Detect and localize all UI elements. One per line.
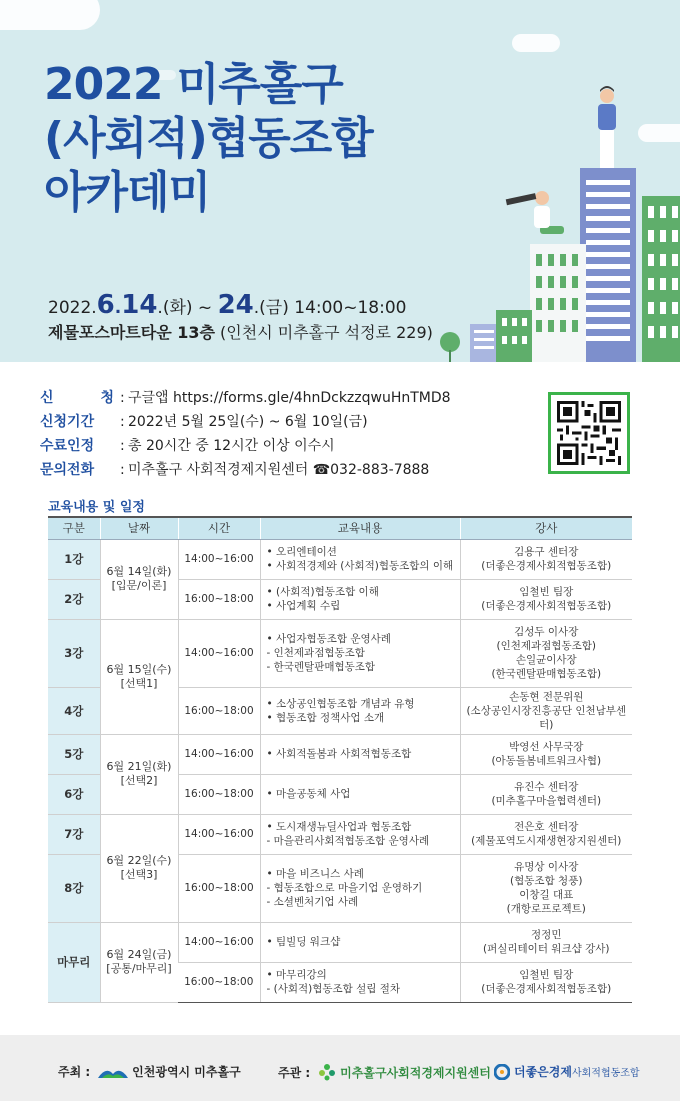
content-cell: • 도시재생뉴딜사업과 협동조합 - 마을관리사회적협동조합 운영사례 — [260, 814, 460, 854]
partner-org-suffix: 사회적협동조합 — [571, 1068, 640, 1079]
table-header-row — [48, 517, 632, 539]
time-cell: 16:00~18:00 — [178, 962, 260, 1002]
table-row — [48, 619, 632, 687]
col-header-date: 날짜 — [100, 517, 178, 539]
instructor-cell: 전은호 센터장 (제물포역도시재생현장지원센터) — [460, 814, 632, 854]
content-cell: • 소상공인협동조합 개념과 유형 • 협동조합 정책사업 소개 — [260, 687, 460, 734]
hero-banner — [0, 0, 680, 362]
instructor-cell: 박영선 사무국장 (아동돌봄네트워크사협) — [460, 734, 632, 774]
info-value: 2022년 5월 25일(수) ~ 6월 10일(금) — [128, 414, 368, 430]
footer — [0, 1035, 680, 1101]
date-month: 6 — [96, 290, 115, 320]
host-org: 인천광역시 미추홀구 — [132, 1065, 241, 1079]
lecture-cell: 마무리 — [48, 922, 100, 1002]
footer-organizer — [278, 1063, 491, 1081]
content-cell: • 팀빌딩 워크샵 — [260, 922, 460, 962]
organizer-org: 미추홀구사회적경제지원센터 — [340, 1065, 491, 1080]
col-header-lecture: 구분 — [48, 517, 100, 539]
city-illustration — [430, 80, 680, 362]
instructor-cell: 유진수 센터장 (미추홀구마을협력센터) — [460, 774, 632, 814]
title-line-2: (사회적)협동조합 — [44, 113, 373, 164]
date-cell: 6월 14일(화) [입문/이론] — [100, 539, 178, 619]
footer-partner — [494, 1063, 640, 1080]
content-cell: • (사회적)협동조합 이해 • 사업계획 수립 — [260, 579, 460, 619]
time-cell: 14:00~16:00 — [178, 619, 260, 687]
instructor-cell: 임철빈 팀장 (더좋은경제사회적협동조합) — [460, 962, 632, 1002]
info-row-period: 신청기간 : 2022년 5월 25일(수) ~ 6월 10일(금) — [40, 410, 520, 434]
table-row — [48, 734, 632, 774]
instructor-cell: 김용구 센터장 (더좋은경제사회적협동조합) — [460, 539, 632, 579]
date-cell: 6월 24일(금) [공통/마무리] — [100, 922, 178, 1002]
date-start-dow: .(화) ~ — [157, 298, 218, 318]
lecture-cell: 5강 — [48, 734, 100, 774]
partner-org-name: 더좋은경제 — [514, 1065, 572, 1079]
qr-code-icon — [557, 401, 621, 465]
title-line-3: 아카데미 — [44, 167, 211, 218]
info-label: 문의전화 — [40, 462, 95, 478]
content-cell: • 사업자협동조합 운영사례 - 인천제과점협동조합 - 한국렌탈판매협동조합 — [260, 619, 460, 687]
time-cell: 14:00~16:00 — [178, 734, 260, 774]
table-row — [48, 814, 632, 854]
info-row-contact: 문의전화 : 미추홀구 사회적경제지원센터 ☎032-883-7888 — [40, 458, 520, 482]
content-cell: • 오리엔테이션 • 사회적경제와 (사회적)협동조합의 이해 — [260, 539, 460, 579]
venue-address: (인천시 미추홀구 석정로 229) — [214, 323, 433, 342]
info-value: 총 20시간 중 12시간 이상 이수시 — [128, 438, 335, 454]
lecture-cell: 3강 — [48, 619, 100, 687]
lecture-cell: 2강 — [48, 579, 100, 619]
schedule-table — [48, 516, 632, 1003]
date-start-day: 14 — [121, 290, 158, 320]
content-cell: • 마을공동체 사업 — [260, 774, 460, 814]
date-year: 2022. — [48, 298, 97, 318]
apply-link[interactable]: 구글앱 https://forms.gle/4hnDckzzqwuHnTMD8 — [128, 390, 451, 406]
qr-code[interactable] — [548, 392, 630, 474]
lecture-cell: 7강 — [48, 814, 100, 854]
instructor-cell: 임철빈 팀장 (더좋은경제사회적협동조합) — [460, 579, 632, 619]
date-dot: . — [114, 298, 122, 318]
content-cell: • 마무리강의 - (사회적)협동조합 설립 절차 — [260, 962, 460, 1002]
date-end-day: 24 — [217, 290, 254, 320]
table-row — [48, 922, 632, 962]
time-cell: 14:00~16:00 — [178, 814, 260, 854]
time-cell: 16:00~18:00 — [178, 774, 260, 814]
incheon-logo-icon — [98, 1064, 128, 1080]
info-row-apply: 신 청 : 구글앱 https://forms.gle/4hnDckzzqwuHnTMD8 — [40, 386, 520, 410]
lecture-cell: 1강 — [48, 539, 100, 579]
content-cell: • 사회적돌봄과 사회적협동조합 — [260, 734, 460, 774]
time-cell: 16:00~18:00 — [178, 854, 260, 922]
lecture-cell: 8강 — [48, 854, 100, 922]
lecture-cell: 4강 — [48, 687, 100, 734]
venue-name: 제물포스마트타운 13층 — [48, 323, 215, 342]
info-label: 수료인정 — [40, 438, 95, 454]
date-cell: 6월 22일(수) [선택3] — [100, 814, 178, 922]
info-label: 신청기간 — [40, 414, 95, 430]
info-row-completion: 수료인정 : 총 20시간 중 12시간 이상 이수시 — [40, 434, 520, 458]
time-cell: 16:00~18:00 — [178, 687, 260, 734]
lecture-cell: 6강 — [48, 774, 100, 814]
host-label: 주최 : — [58, 1065, 91, 1079]
info-label: 신 청 — [40, 390, 114, 406]
date-cell: 6월 21일(화) [선택2] — [100, 734, 178, 814]
page-title — [44, 58, 373, 220]
instructor-cell: 김성두 이사장 (인천제과점협동조합) 손일균이사장 (한국렌탈판매협동조합) — [460, 619, 632, 687]
col-header-instructor: 강사 — [460, 517, 632, 539]
event-venue — [48, 320, 433, 343]
date-cell: 6월 15일(수) [선택1] — [100, 619, 178, 734]
time-cell: 14:00~16:00 — [178, 922, 260, 962]
section-title: 교육내용 및 일정 — [48, 500, 145, 515]
instructor-cell: 유명상 이사장 (협동조합 청풍) 이창길 대표 (개항로프로젝트) — [460, 854, 632, 922]
application-info — [40, 386, 520, 482]
time-cell: 14:00~16:00 — [178, 539, 260, 579]
time-cell: 16:00~18:00 — [178, 579, 260, 619]
partner-logo-icon — [494, 1064, 510, 1080]
table-row — [48, 539, 632, 579]
center-logo-icon — [318, 1063, 336, 1081]
organizer-label: 주관 : — [278, 1065, 311, 1080]
footer-host — [58, 1063, 241, 1080]
info-value: 미추홀구 사회적경제지원센터 ☎032-883-7888 — [128, 462, 430, 478]
col-header-content: 교육내용 — [260, 517, 460, 539]
date-end-rest: .(금) 14:00~18:00 — [253, 298, 407, 318]
content-cell: • 마을 비즈니스 사례 - 협동조합으로 마을기업 운영하기 - 소셜벤처기업 사례 — [260, 854, 460, 922]
instructor-cell: 정정민 (퍼실리테이터 워크샵 강사) — [460, 922, 632, 962]
title-line-1: 2022 미추홀구 — [44, 59, 343, 110]
event-dates — [48, 290, 407, 320]
col-header-time: 시간 — [178, 517, 260, 539]
instructor-cell: 손동현 전문위원 (소상공인시장진흥공단 인천남부센터) — [460, 687, 632, 734]
